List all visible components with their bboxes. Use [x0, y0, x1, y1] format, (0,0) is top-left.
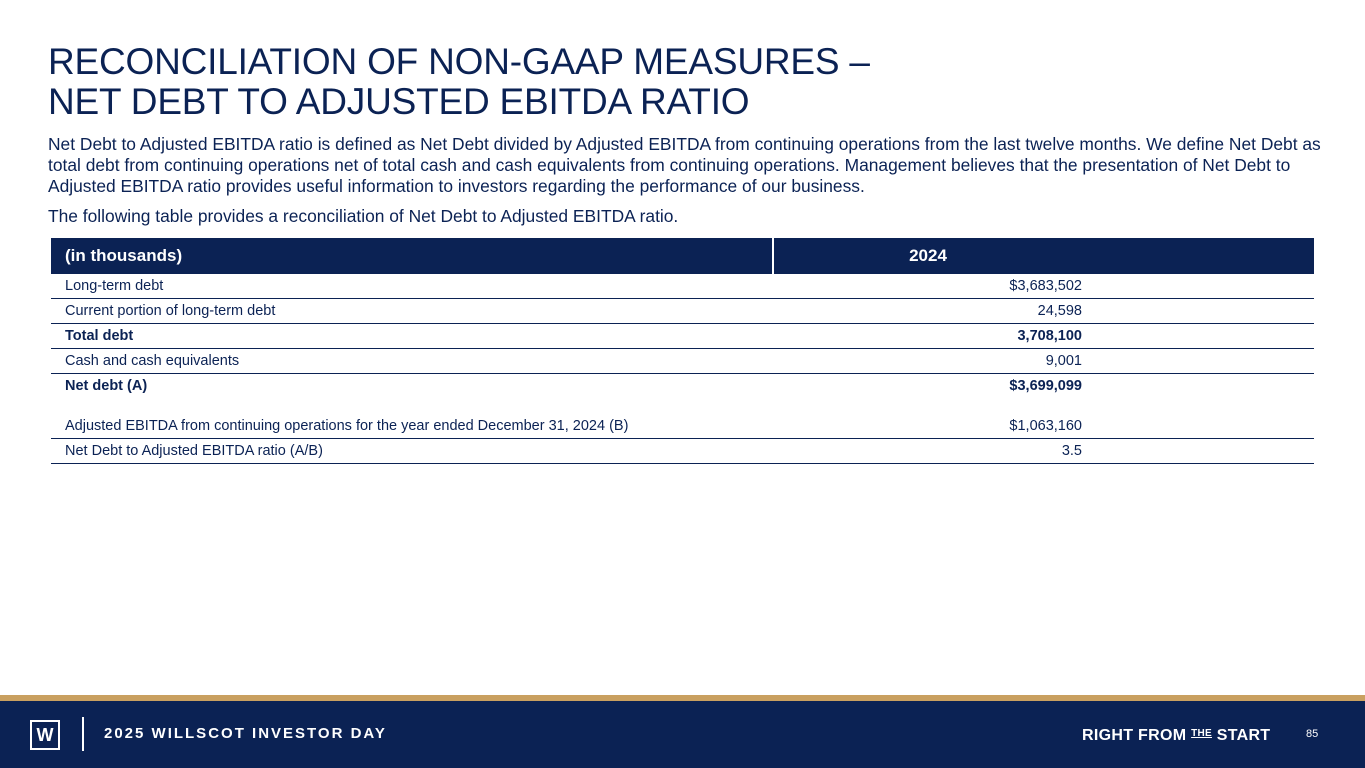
row-label: Total debt — [51, 324, 773, 349]
table-row-ratio — [51, 439, 1314, 464]
row-value: $1,063,160 — [773, 414, 1082, 439]
table-row-total-debt — [51, 324, 1314, 349]
table-lead-in: The following table provides a reconciliation of Net Debt to Adjusted EBITDA ratio. — [48, 206, 679, 226]
table-spacer-row — [51, 398, 1314, 414]
row-value: 3,708,100 — [773, 324, 1082, 349]
row-value: $3,699,099 — [1009, 378, 1082, 394]
row-label: Net debt (A) — [65, 378, 148, 394]
footer-divider — [82, 717, 84, 751]
row-label: Long-term debt — [51, 274, 773, 299]
header-units: (in thousands) — [51, 238, 773, 274]
description-paragraph: Net Debt to Adjusted EBITDA ratio is defined as Net Debt divided by Adjusted EBITDA from continuing operations from the last twelve months. We define Net Debt as total debt from continuing operations net of total cash and cash equivalents from continuing operations. Management believes that the presentation of Net Debt to Adjusted EBITDA ratio provides useful information to investors regarding the performance of our business. — [48, 134, 1321, 196]
page-title — [48, 42, 870, 122]
table-row-net-debt — [51, 374, 1314, 399]
footer-event-name: 2025 WILLSCOT INVESTOR DAY — [104, 725, 387, 742]
header-blank — [1082, 238, 1314, 274]
table-header-row — [51, 238, 1314, 274]
row-label: Adjusted EBITDA from continuing operations for the year ended December 31, 2024 (B) — [51, 414, 773, 439]
header-year: 2024 — [773, 238, 1082, 274]
tagline-part-2: START — [1211, 727, 1271, 744]
row-label: Current portion of long-term debt — [51, 299, 773, 324]
row-value: 24,598 — [773, 299, 1082, 324]
footer — [0, 701, 1365, 768]
table-row — [51, 299, 1314, 324]
footer-tagline — [1082, 725, 1270, 745]
table-row — [51, 274, 1314, 299]
table-row — [51, 414, 1314, 439]
willscot-logo: W — [30, 720, 60, 750]
row-label: Net Debt to Adjusted EBITDA ratio (A/B) — [51, 439, 773, 464]
tagline-the: THE — [1191, 728, 1212, 739]
page-number: 85 — [1306, 728, 1319, 740]
page-title-line-1: RECONCILIATION OF NON-GAAP MEASURES – — [48, 41, 870, 82]
reconciliation-table — [51, 238, 1314, 464]
tagline-part-1: RIGHT FROM — [1082, 727, 1192, 744]
page-title-line-2: NET DEBT TO ADJUSTED EBITDA RATIO — [48, 81, 750, 122]
row-value: 3.5 — [773, 439, 1082, 464]
row-label: Cash and cash equivalents — [51, 349, 773, 374]
row-value: $3,683,502 — [773, 274, 1082, 299]
row-value: 9,001 — [773, 349, 1082, 374]
table-row — [51, 349, 1314, 374]
